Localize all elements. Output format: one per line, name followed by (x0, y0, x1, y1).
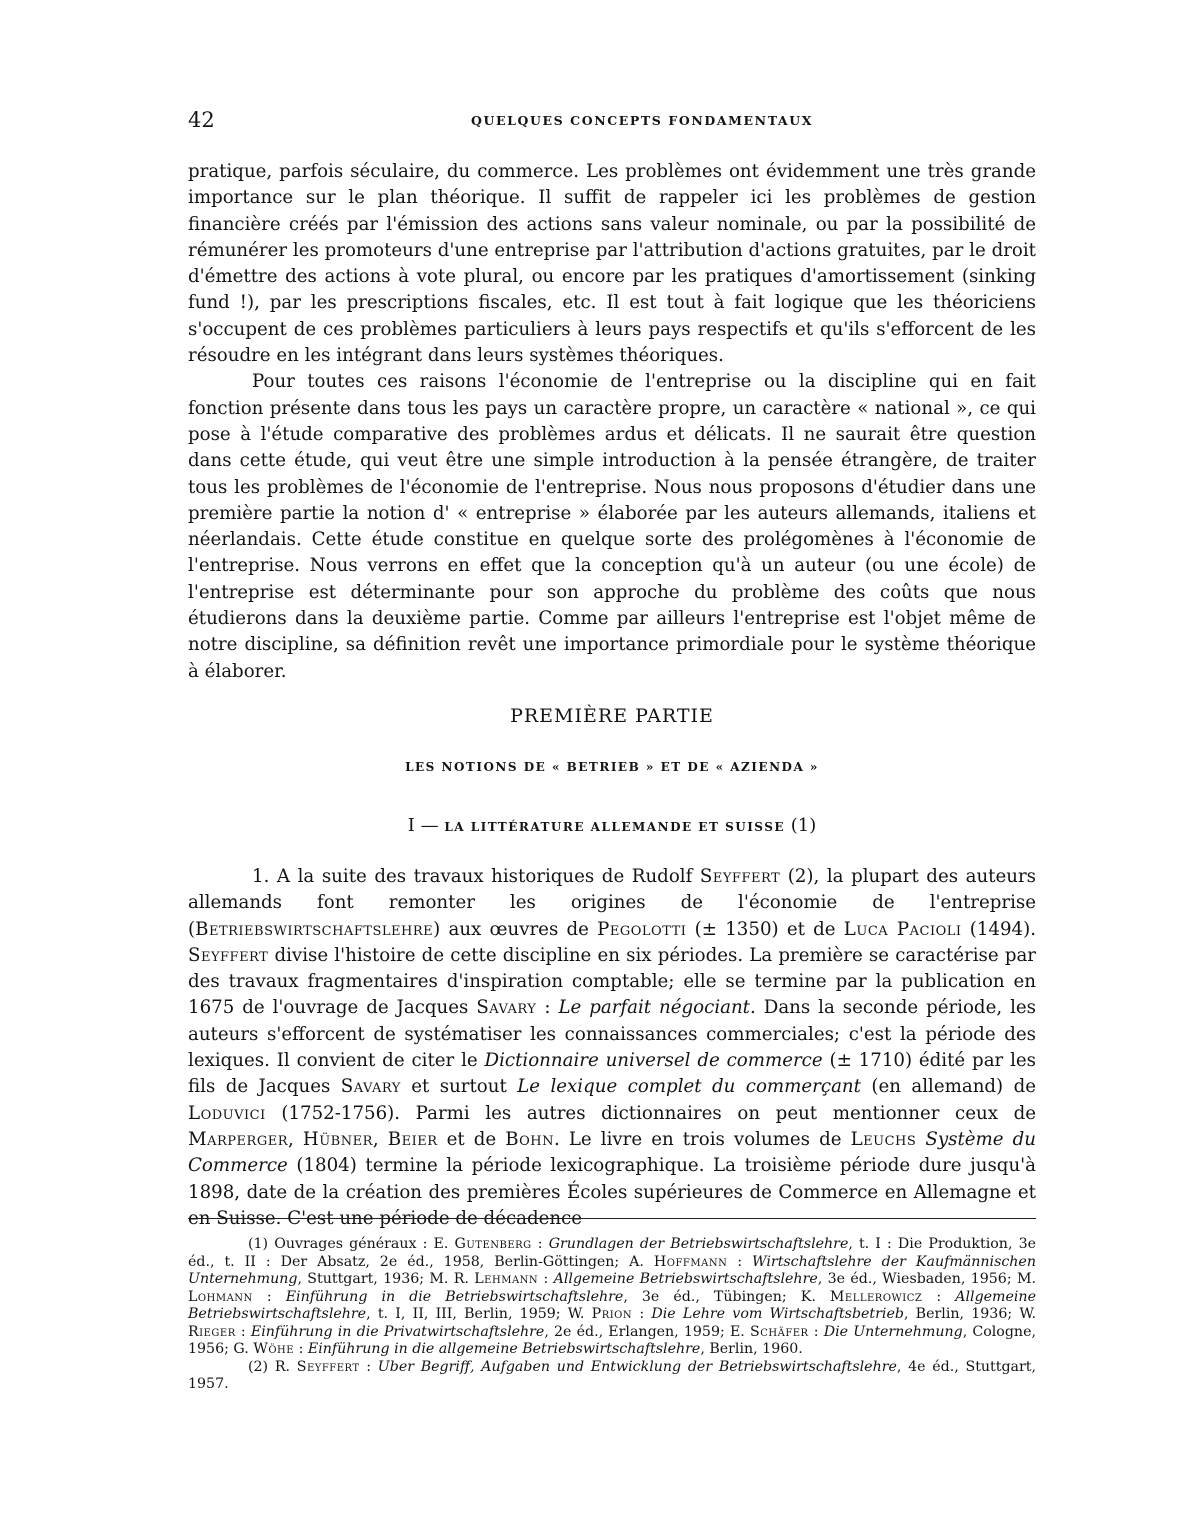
book-title: Die Unternehmung (823, 1323, 963, 1340)
page-number: 42 (188, 108, 215, 132)
author-name: Savary (476, 997, 537, 1019)
section-title: LA LITTÉRATURE ALLEMANDE ET SUISSE (444, 820, 786, 834)
section-number: I — (407, 815, 439, 836)
footnotes (188, 1236, 1036, 1394)
author-name: Gutenberg (454, 1236, 532, 1252)
text-run: , 4e éd., Stuttgart, 1957. (188, 1358, 1036, 1392)
text-run: (en allemand) de (860, 1076, 1036, 1098)
author-name: Wöhe (253, 1341, 295, 1357)
text-run: (1494). (961, 918, 1037, 940)
book-title: Einführung in die Privatwirtschaftslehre (250, 1323, 545, 1340)
book-title: Einführung in die allgemeine Betriebswirtschaftslehre (307, 1341, 701, 1357)
author-name: Savary (340, 1076, 401, 1098)
intro-paragraph-2: Pour toutes ces raisons l'économie de l'entreprise ou la discipline qui en fait fonction présente dans tous les pays un caractère propre, un caractère « national », ce qui pose à l'étude comparative des problèmes ardus et délicats. Il ne saurait être question dans cette étude, qui veut être une simple introduction à la pensée étrangère, de traiter tous les problèmes de l'économie de l'entreprise. Nous nous proposons d'étudier dans une première partie la notion d' « entreprise » élaborée par les auteurs allemands, italiens et néerlandais. Cette étude constitue en quelque sorte des prolégomènes à l'économie de l'entreprise. Nous verrons en effet que la conception qu'à un auteur (ou une école) de l'entreprise est déterminante pour son approche du problème des coûts que nous étudierons dans la deuxième partie. Comme par ailleurs l'entreprise est l'objet même de notre discipline, sa définition revêt une importance primordiale pour le système théorique à élaborer. (188, 371, 1036, 682)
text-run (916, 1129, 925, 1150)
book-title: Dictionnaire universel de commerce (484, 1050, 823, 1072)
text-run: : (531, 1236, 549, 1252)
book-title: Système du Commerce (188, 1128, 1036, 1177)
text-run: , 2e éd., Erlangen, 1959; E. (544, 1323, 750, 1340)
text-run: : (252, 1288, 286, 1305)
author-name: Rieger (188, 1323, 236, 1340)
footnote-2 (188, 1359, 1036, 1394)
text-run: : (632, 1306, 652, 1322)
text-run: , 3e éd., Tübingen; K. (623, 1288, 830, 1305)
text-run: : (922, 1288, 956, 1305)
text-run: : (727, 1253, 753, 1270)
author-name: Pegolotti (597, 918, 687, 940)
author-name: Beier (387, 1128, 438, 1150)
author-name: Schäfer (750, 1323, 809, 1340)
text-run: , (288, 1128, 303, 1150)
author-name: Seyffert (699, 866, 781, 887)
author-name: Seyffert (188, 944, 269, 966)
text-run: (2) R. (248, 1358, 297, 1375)
author-name: Luca Pacioli (843, 918, 962, 940)
history-text (188, 864, 1036, 1232)
text-run: ) aux œuvres de (433, 918, 598, 940)
book-title: Le parfait négociant. (558, 997, 756, 1019)
author-name: Seyffert (296, 1358, 360, 1375)
author-name: Leuchs (850, 1128, 917, 1150)
part-subtitle: LES NOTIONS DE « BETRIEB » ET DE « AZIENDA » (405, 760, 819, 774)
text-run: : (536, 997, 559, 1019)
book-title: Grundlagen der Betriebswirtschaftslehre (548, 1236, 849, 1252)
text-run: : (808, 1323, 824, 1340)
text-run: , Cologne, 1956; G. (188, 1323, 1036, 1357)
text-run: et surtout (400, 1076, 518, 1098)
author-name: Lohmann (188, 1288, 253, 1305)
book-title: Einführung in die Betriebswirtschaftslehre (285, 1288, 624, 1305)
text-run: : (235, 1323, 251, 1340)
intro-paragraph-1: pratique, parfois séculaire, du commerce. Les problèmes ont évidemment une très grande importance sur le plan théorique. Il suffit de rappeler ici les problèmes de gestion financière créés par l'émission des actions sans valeur nominale, ou par la possibilité de rémunérer les promoteurs d'une entreprise par l'attribution d'actions gratuites, par le droit d'émettre des actions à vote plural, ou encore par les pratiques d'amortissement (sinking fund !), par les prescriptions fiscales, etc. Il est tout à fait logique que les théoriciens s'occupent de ces problèmes particuliers à leurs pays respectifs et qu'ils s'efforcent de les résoudre en les intégrant dans leurs systèmes théoriques. (188, 161, 1036, 367)
author-name: Mellerowicz (829, 1288, 923, 1305)
text-run: : (359, 1358, 378, 1375)
author-name: Marperger (188, 1128, 288, 1150)
footnote-divider (188, 1218, 1036, 1219)
author-name: Prion (591, 1306, 633, 1322)
text-run: (1) Ouvrages généraux : E. (248, 1236, 455, 1252)
text-run: , (372, 1128, 388, 1150)
book-title: Le lexique complet du commerçant (517, 1076, 861, 1098)
text-run: (2), la plupart des auteurs allemands font remonter les origines de l'économie de l'entreprise ( (188, 866, 1036, 940)
book-title: Allgemeine Betriebswirtschaftslehre (188, 1288, 1036, 1322)
history-paragraph (188, 864, 1036, 1232)
text-run: , Berlin, 1936; W. (903, 1306, 1036, 1322)
text-run: divise l'histoire de cette discipline en six périodes. La première se caractérise par des travaux fragmentaires d'inspiration comptable; elle se termine par la publication en 1675 de l'ouvrage de Jacques (188, 944, 1036, 1019)
intro-text (188, 159, 1036, 685)
text-run: , t. I, II, III, Berlin, 1959; W. (366, 1306, 592, 1322)
part-title: PREMIÈRE PARTIE (510, 705, 714, 727)
text-run: , t. I : Die Produktion, 3e éd., t. II : Der Absatz, 2e éd., 1958, Berlin-Göttingen; A. (188, 1236, 1036, 1270)
author-name: Hübner (302, 1128, 373, 1150)
text-run: (1752-1756). Parmi les autres dictionnaires on peut mentionner ceux de (265, 1102, 1036, 1124)
footnote-1 (188, 1236, 1036, 1359)
author-name: Hoffmann (653, 1253, 728, 1270)
section-footnote-ref: (1) (790, 815, 817, 836)
text-run: (± 1350) et de (686, 918, 844, 940)
text-run: (1804) termine la période lexicographique. La troisième période dure jusqu'à 1898, date de la création des premières Écoles supérieures de Commerce en Allemagne et en Suisse. C'est une période de décadence (188, 1155, 1036, 1229)
author-name: Loduvici (188, 1102, 266, 1124)
text-run: Dans la seconde période, les auteurs s'efforcent de systématiser les connaissances commerciales; c'est la période des lexiques. Il convient de citer le (188, 997, 1036, 1072)
text-run: 1. A la suite des travaux historiques de Rudolf (252, 866, 700, 887)
text-run: . Le livre en trois volumes de (553, 1128, 851, 1150)
page-header (188, 108, 1036, 136)
term-small-caps: Betriebswirtschaftslehre (195, 918, 434, 940)
text-run: et de (437, 1128, 506, 1150)
author-name: Bohn (505, 1128, 554, 1150)
text-run: , Stuttgart, 1936; M. R. (297, 1271, 475, 1287)
text-run: , 3e éd., Wiesbaden, 1956; M. (817, 1271, 1036, 1287)
author-name: Lehmann (474, 1271, 539, 1287)
book-title: Wirtschaftslehre der Kaufmännischen Unternehmung (188, 1253, 1036, 1287)
section-heading (188, 815, 1036, 836)
book-title: Uber Begriff, Aufgaben und Entwicklung der Betriebswirtschaftslehre (377, 1358, 897, 1375)
text-run: , Berlin, 1960. (700, 1341, 803, 1357)
text-run: (± 1710) édité par les fils de Jacques (188, 1050, 1037, 1098)
text-run: : (538, 1271, 554, 1287)
book-title: Allgemeine Betriebswirtschaftslehre (553, 1271, 818, 1287)
text-run: : (294, 1341, 308, 1357)
book-title: Die Lehre vom Wirtschaftsbetrieb (651, 1306, 904, 1322)
running-title: QUELQUES CONCEPTS FONDAMENTAUX (470, 113, 814, 128)
